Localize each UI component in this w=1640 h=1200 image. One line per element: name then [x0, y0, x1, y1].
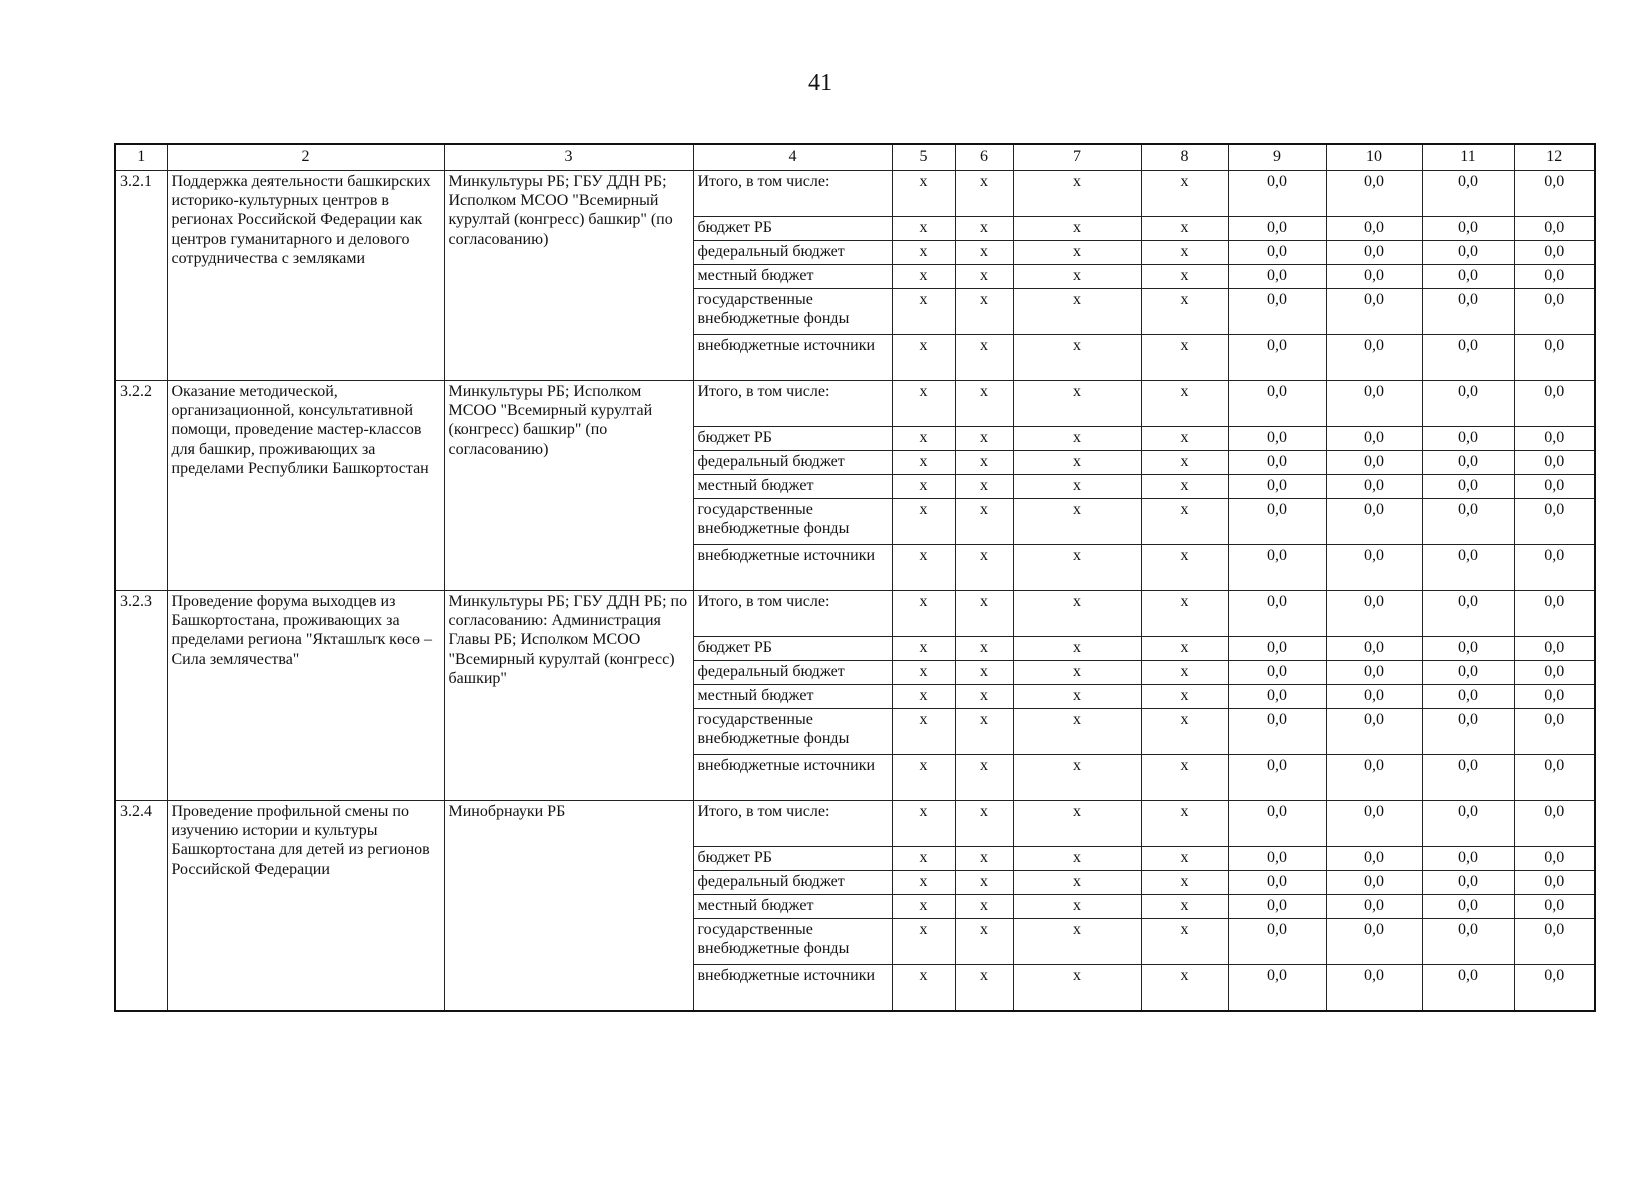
value-cell: 0,0 — [1326, 685, 1422, 709]
funding-source: бюджет РБ — [693, 427, 892, 451]
table-row — [115, 171, 1595, 217]
funding-source: внебюджетные источники — [693, 965, 892, 1012]
table-row — [115, 801, 1595, 847]
column-header: 9 — [1228, 144, 1326, 171]
funding-source: федеральный бюджет — [693, 451, 892, 475]
item-number: 3.2.1 — [115, 171, 167, 381]
funding-source: местный бюджет — [693, 685, 892, 709]
value-cell: 0,0 — [1422, 289, 1514, 335]
funding-source: Итого, в том числе: — [693, 381, 892, 427]
header-row — [115, 144, 1595, 171]
item-executors: Минкультуры РБ; ГБУ ДДН РБ; по согласованию: Администрация Главы РБ; Исполком МСОО "Всемирный курултай (конгресс) башкир" — [444, 591, 693, 801]
column-header: 12 — [1514, 144, 1595, 171]
value-cell: 0,0 — [1326, 217, 1422, 241]
value-cell: x — [1141, 591, 1228, 637]
value-cell: x — [955, 591, 1013, 637]
value-cell: 0,0 — [1422, 171, 1514, 217]
value-cell: 0,0 — [1422, 895, 1514, 919]
value-cell: 0,0 — [1228, 217, 1326, 241]
value-cell: x — [1013, 335, 1141, 381]
value-cell: x — [1013, 451, 1141, 475]
value-cell: x — [1141, 451, 1228, 475]
value-cell: 0,0 — [1422, 591, 1514, 637]
value-cell: x — [955, 895, 1013, 919]
page-number: 41 — [808, 70, 832, 96]
value-cell: x — [1013, 661, 1141, 685]
value-cell: x — [1013, 499, 1141, 545]
value-cell: 0,0 — [1228, 801, 1326, 847]
value-cell: x — [1141, 709, 1228, 755]
value-cell: x — [955, 451, 1013, 475]
value-cell: x — [1141, 241, 1228, 265]
value-cell: 0,0 — [1228, 335, 1326, 381]
value-cell: x — [892, 965, 955, 1012]
value-cell: 0,0 — [1422, 801, 1514, 847]
item-name: Проведение профильной смены по изучению истории и культуры Башкортостана для детей из регионов Российской Федерации — [167, 801, 444, 1012]
value-cell: x — [955, 265, 1013, 289]
value-cell: 0,0 — [1326, 801, 1422, 847]
value-cell: 0,0 — [1514, 661, 1595, 685]
value-cell: 0,0 — [1514, 171, 1595, 217]
value-cell: x — [892, 801, 955, 847]
value-cell: x — [1013, 591, 1141, 637]
value-cell: x — [1013, 965, 1141, 1012]
funding-source: Итого, в том числе: — [693, 171, 892, 217]
value-cell: x — [1013, 381, 1141, 427]
value-cell: x — [1141, 895, 1228, 919]
value-cell: x — [1013, 847, 1141, 871]
value-cell: 0,0 — [1326, 171, 1422, 217]
value-cell: x — [955, 381, 1013, 427]
item-number: 3.2.3 — [115, 591, 167, 801]
column-header: 2 — [167, 144, 444, 171]
value-cell: 0,0 — [1326, 289, 1422, 335]
value-cell: 0,0 — [1422, 427, 1514, 451]
value-cell: x — [955, 637, 1013, 661]
value-cell: x — [1013, 709, 1141, 755]
column-header: 4 — [693, 144, 892, 171]
value-cell: x — [1013, 895, 1141, 919]
value-cell: x — [955, 755, 1013, 801]
value-cell: 0,0 — [1228, 241, 1326, 265]
value-cell: x — [1013, 545, 1141, 591]
value-cell: 0,0 — [1422, 499, 1514, 545]
column-header: 5 — [892, 144, 955, 171]
value-cell: x — [1141, 847, 1228, 871]
funding-source: местный бюджет — [693, 895, 892, 919]
funding-source: бюджет РБ — [693, 847, 892, 871]
value-cell: x — [1141, 499, 1228, 545]
value-cell: 0,0 — [1514, 871, 1595, 895]
value-cell: 0,0 — [1326, 661, 1422, 685]
value-cell: x — [1013, 871, 1141, 895]
value-cell: 0,0 — [1228, 685, 1326, 709]
value-cell: 0,0 — [1514, 755, 1595, 801]
value-cell: x — [1141, 171, 1228, 217]
value-cell: 0,0 — [1326, 335, 1422, 381]
value-cell: x — [892, 241, 955, 265]
value-cell: 0,0 — [1514, 241, 1595, 265]
value-cell: x — [1013, 217, 1141, 241]
value-cell: 0,0 — [1514, 451, 1595, 475]
funding-source: государственные внебюджетные фонды — [693, 709, 892, 755]
value-cell: 0,0 — [1422, 241, 1514, 265]
value-cell: x — [892, 895, 955, 919]
column-header: 8 — [1141, 144, 1228, 171]
value-cell: x — [955, 545, 1013, 591]
value-cell: 0,0 — [1228, 895, 1326, 919]
value-cell: 0,0 — [1326, 499, 1422, 545]
value-cell: x — [1013, 685, 1141, 709]
value-cell: x — [955, 661, 1013, 685]
value-cell: x — [1141, 871, 1228, 895]
value-cell: x — [892, 217, 955, 241]
value-cell: x — [1141, 335, 1228, 381]
value-cell: x — [1141, 475, 1228, 499]
funding-source: федеральный бюджет — [693, 661, 892, 685]
funding-source: федеральный бюджет — [693, 241, 892, 265]
value-cell: 0,0 — [1326, 965, 1422, 1012]
value-cell: x — [1141, 965, 1228, 1012]
value-cell: 0,0 — [1326, 847, 1422, 871]
value-cell: x — [892, 171, 955, 217]
value-cell: 0,0 — [1422, 475, 1514, 499]
value-cell: x — [1141, 755, 1228, 801]
column-header: 1 — [115, 144, 167, 171]
value-cell: x — [955, 427, 1013, 451]
funding-source: местный бюджет — [693, 265, 892, 289]
value-cell: x — [1013, 475, 1141, 499]
value-cell: 0,0 — [1228, 427, 1326, 451]
value-cell: 0,0 — [1422, 919, 1514, 965]
value-cell: x — [892, 591, 955, 637]
value-cell: 0,0 — [1514, 801, 1595, 847]
table-row — [115, 591, 1595, 637]
value-cell: 0,0 — [1228, 637, 1326, 661]
value-cell: x — [1141, 685, 1228, 709]
value-cell: 0,0 — [1514, 335, 1595, 381]
funding-source: внебюджетные источники — [693, 755, 892, 801]
value-cell: 0,0 — [1422, 217, 1514, 241]
value-cell: 0,0 — [1326, 475, 1422, 499]
funding-source: федеральный бюджет — [693, 871, 892, 895]
value-cell: 0,0 — [1514, 895, 1595, 919]
column-header: 6 — [955, 144, 1013, 171]
budget-table — [114, 143, 1596, 1012]
value-cell: x — [1141, 545, 1228, 591]
value-cell: 0,0 — [1326, 427, 1422, 451]
value-cell: x — [955, 241, 1013, 265]
value-cell: x — [1013, 637, 1141, 661]
table-body — [115, 171, 1595, 1012]
value-cell: 0,0 — [1514, 637, 1595, 661]
item-name: Поддержка деятельности башкирских историко-культурных центров в регионах Российской Федерации как центров гуманитарного и делового сотрудничества с земляками — [167, 171, 444, 381]
value-cell: x — [892, 847, 955, 871]
value-cell: x — [955, 801, 1013, 847]
value-cell: 0,0 — [1326, 637, 1422, 661]
value-cell: 0,0 — [1514, 545, 1595, 591]
value-cell: x — [955, 847, 1013, 871]
value-cell: 0,0 — [1228, 709, 1326, 755]
funding-source: государственные внебюджетные фонды — [693, 289, 892, 335]
funding-source: бюджет РБ — [693, 637, 892, 661]
funding-source: бюджет РБ — [693, 217, 892, 241]
item-executors: Минкультуры РБ; Исполком МСОО "Всемирный курултай (конгресс) башкир" (по согласованию) — [444, 381, 693, 591]
value-cell: x — [892, 755, 955, 801]
value-cell: 0,0 — [1326, 755, 1422, 801]
value-cell: x — [892, 475, 955, 499]
item-number: 3.2.2 — [115, 381, 167, 591]
value-cell: x — [892, 685, 955, 709]
value-cell: 0,0 — [1228, 171, 1326, 217]
value-cell: 0,0 — [1422, 335, 1514, 381]
value-cell: 0,0 — [1514, 919, 1595, 965]
value-cell: 0,0 — [1228, 475, 1326, 499]
value-cell: x — [892, 499, 955, 545]
value-cell: 0,0 — [1422, 451, 1514, 475]
item-name: Оказание методической, организационной, консультативной помощи, проведение мастер-классов для башкир, проживающих за пределами Республики Башкортостан — [167, 381, 444, 591]
value-cell: 0,0 — [1422, 637, 1514, 661]
value-cell: 0,0 — [1228, 871, 1326, 895]
value-cell: x — [892, 265, 955, 289]
value-cell: 0,0 — [1326, 265, 1422, 289]
value-cell: x — [955, 499, 1013, 545]
value-cell: x — [955, 335, 1013, 381]
value-cell: 0,0 — [1228, 289, 1326, 335]
value-cell: 0,0 — [1228, 499, 1326, 545]
value-cell: x — [892, 545, 955, 591]
funding-source: внебюджетные источники — [693, 335, 892, 381]
item-number: 3.2.4 — [115, 801, 167, 1012]
value-cell: 0,0 — [1422, 847, 1514, 871]
value-cell: 0,0 — [1228, 847, 1326, 871]
value-cell: 0,0 — [1422, 965, 1514, 1012]
value-cell: x — [1141, 427, 1228, 451]
value-cell: x — [892, 289, 955, 335]
value-cell: x — [955, 965, 1013, 1012]
value-cell: 0,0 — [1514, 965, 1595, 1012]
value-cell: 0,0 — [1514, 685, 1595, 709]
value-cell: 0,0 — [1326, 451, 1422, 475]
value-cell: 0,0 — [1228, 451, 1326, 475]
value-cell: x — [955, 289, 1013, 335]
item-name: Проведение форума выходцев из Башкортостана, проживающих за пределами региона "Якташлыҡ көсө – Сила землячества" — [167, 591, 444, 801]
value-cell: 0,0 — [1228, 755, 1326, 801]
value-cell: 0,0 — [1326, 591, 1422, 637]
column-header: 3 — [444, 144, 693, 171]
value-cell: 0,0 — [1514, 217, 1595, 241]
value-cell: 0,0 — [1514, 265, 1595, 289]
value-cell: 0,0 — [1326, 241, 1422, 265]
value-cell: x — [1013, 265, 1141, 289]
funding-source: государственные внебюджетные фонды — [693, 919, 892, 965]
value-cell: 0,0 — [1422, 709, 1514, 755]
value-cell: x — [892, 427, 955, 451]
value-cell: 0,0 — [1514, 499, 1595, 545]
value-cell: 0,0 — [1228, 919, 1326, 965]
value-cell: 0,0 — [1422, 265, 1514, 289]
value-cell: x — [955, 709, 1013, 755]
funding-source: государственные внебюджетные фонды — [693, 499, 892, 545]
funding-source: местный бюджет — [693, 475, 892, 499]
value-cell: 0,0 — [1422, 871, 1514, 895]
value-cell: x — [892, 661, 955, 685]
value-cell: x — [955, 171, 1013, 217]
value-cell: x — [892, 919, 955, 965]
value-cell: x — [892, 451, 955, 475]
value-cell: x — [1141, 919, 1228, 965]
value-cell: 0,0 — [1228, 965, 1326, 1012]
value-cell: 0,0 — [1326, 545, 1422, 591]
funding-source: Итого, в том числе: — [693, 801, 892, 847]
value-cell: 0,0 — [1326, 871, 1422, 895]
value-cell: x — [892, 335, 955, 381]
value-cell: 0,0 — [1326, 381, 1422, 427]
value-cell: x — [1141, 661, 1228, 685]
value-cell: 0,0 — [1514, 591, 1595, 637]
item-executors: Минобрнауки РБ — [444, 801, 693, 1012]
value-cell: x — [955, 685, 1013, 709]
funding-source: Итого, в том числе: — [693, 591, 892, 637]
value-cell: x — [955, 475, 1013, 499]
value-cell: x — [892, 381, 955, 427]
value-cell: 0,0 — [1228, 661, 1326, 685]
value-cell: 0,0 — [1514, 427, 1595, 451]
value-cell: x — [1141, 265, 1228, 289]
column-header: 7 — [1013, 144, 1141, 171]
value-cell: x — [1013, 171, 1141, 217]
value-cell: 0,0 — [1326, 919, 1422, 965]
value-cell: 0,0 — [1422, 545, 1514, 591]
value-cell: 0,0 — [1514, 475, 1595, 499]
value-cell: 0,0 — [1514, 847, 1595, 871]
value-cell: 0,0 — [1514, 381, 1595, 427]
value-cell: x — [1141, 637, 1228, 661]
value-cell: 0,0 — [1422, 381, 1514, 427]
value-cell: 0,0 — [1326, 709, 1422, 755]
value-cell: 0,0 — [1514, 709, 1595, 755]
value-cell: 0,0 — [1514, 289, 1595, 335]
value-cell: x — [955, 871, 1013, 895]
value-cell: x — [955, 919, 1013, 965]
funding-source: внебюджетные источники — [693, 545, 892, 591]
value-cell: 0,0 — [1228, 265, 1326, 289]
value-cell: 0,0 — [1422, 661, 1514, 685]
column-header: 11 — [1422, 144, 1514, 171]
value-cell: x — [892, 637, 955, 661]
value-cell: x — [892, 871, 955, 895]
column-header: 10 — [1326, 144, 1422, 171]
value-cell: x — [1141, 217, 1228, 241]
item-executors: Минкультуры РБ; ГБУ ДДН РБ; Исполком МСОО "Всемирный курултай (конгресс) башкир" (по согласованию) — [444, 171, 693, 381]
value-cell: x — [1141, 381, 1228, 427]
value-cell: 0,0 — [1228, 591, 1326, 637]
value-cell: x — [1141, 801, 1228, 847]
value-cell: x — [1013, 801, 1141, 847]
table-row — [115, 381, 1595, 427]
value-cell: x — [1013, 755, 1141, 801]
value-cell: x — [1013, 427, 1141, 451]
value-cell: x — [1013, 289, 1141, 335]
value-cell: 0,0 — [1228, 381, 1326, 427]
value-cell: 0,0 — [1422, 755, 1514, 801]
value-cell: x — [1141, 289, 1228, 335]
value-cell: 0,0 — [1326, 895, 1422, 919]
value-cell: 0,0 — [1228, 545, 1326, 591]
value-cell: x — [1013, 919, 1141, 965]
value-cell: x — [892, 709, 955, 755]
value-cell: x — [1013, 241, 1141, 265]
value-cell: 0,0 — [1422, 685, 1514, 709]
value-cell: x — [955, 217, 1013, 241]
